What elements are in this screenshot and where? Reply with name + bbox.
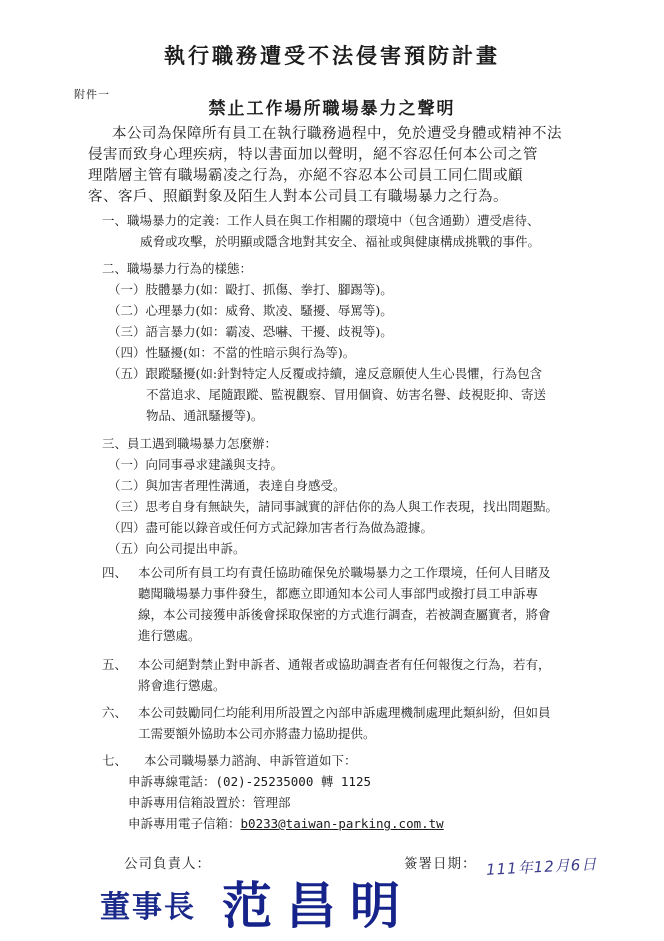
section2-item: （三）語言暴力(如：霸凌、恐嚇、干擾、歧視等)。 [108,324,393,339]
section2-heading: 二、職場暴力行為的樣態： [102,261,253,276]
section5-number: 五、 [102,657,128,672]
intro-line: 本公司為保障所有員工在執行職務過程中，免於遭受身體或精神不法 [112,126,562,142]
section1-line: 一、職場暴力的定義：工作人員在與工作相關的環境中（包含通勤）遭受虐待、 [102,213,540,228]
section6-number: 六、 [102,705,128,720]
section2-item-cont: 不當追求、尾隨跟蹤、監視觀察、冒用個資、妨害名譽、歧視貶抑、寄送 [146,387,547,402]
section7-heading: 本公司職場暴力諮詢、申訴管道如下： [144,753,357,768]
intro-paragraph [88,124,612,208]
section3-item: （二）與加害者理性溝通，表達自身感受。 [108,478,346,493]
date-label: 簽署日期： [404,856,477,872]
section7-number: 七、 [102,753,128,768]
owner-label: 公司負責人： [124,856,211,872]
section6-line: 本公司鼓勵同仁均能利用所設置之內部申訴處理機制處理此類糾紛，但如員 [138,705,551,720]
section2-item: （一）肢體暴力(如：毆打、抓傷、拳打、腳踢等)。 [108,282,393,297]
section2-item-cont: 物品、通訊騷擾等)。 [146,408,264,423]
section3-item: （五）向公司提出申訴。 [108,541,246,556]
complaint-email [128,814,444,832]
chairman-stamp-name: 范昌明 [222,876,414,935]
complaint-phone [128,772,371,790]
chairman-stamp-title: 董事長 [100,890,196,925]
complaint-mailbox: 申訴專用信箱設置於：管理部 [128,795,291,810]
document-title: 執行職務遭受不法侵害預防計畫 [164,43,500,68]
section4-line: 線，本公司接獲申訴後會採取保密的方式進行調查，若被調查屬實者，將會 [138,607,551,622]
complaint-email-address[interactable]: b0233@taiwan-parking.com.tw [240,816,444,831]
complaint-email-label: 申訴專用電子信箱： [128,816,241,831]
section3-heading: 三、員工遇到職場暴力怎麼辦： [102,436,278,451]
section3-item: （一）向同事尋求建議與支持。 [108,457,284,472]
section5-line: 將會進行懲處。 [138,678,226,693]
section4-line: 聽聞職場暴力事件發生，都應立即通知本公司人事部門或撥打員工申訴專 [138,586,539,601]
section3-item: （三）思考自身有無缺失，請同事誠實的評估你的為人與工作表現，找出問題點。 [108,499,559,514]
section2-item: （五）跟蹤騷擾(如:針對特定人反覆或持續，違反意願使人生心畏懼，行為包含 [108,366,543,381]
complaint-phone-label: 申訴專線電話： [128,774,216,789]
complaint-phone-number: (02)-25235000 轉 1125 [215,774,372,789]
section3-item: （四）盡可能以錄音或任何方式記錄加害者行為做為證據。 [108,520,434,535]
section4-line: 本公司所有員工均有責任協助確保免於職場暴力之工作環境，任何人目睹及 [138,565,551,580]
section6-line: 工需要額外協助本公司亦將盡力協助提供。 [138,726,376,741]
intro-line: 侵害而致身心理疾病，特以書面加以聲明，絕不容忍任何本公司之管 [88,147,538,163]
attachment-label: 附件一 [74,88,110,101]
section4-number: 四、 [102,565,128,580]
document-subtitle: 禁止工作場所職場暴力之聲明 [208,99,456,119]
handwritten-date: 111年12月6日 [485,855,598,879]
intro-line: 理階層主管有職場霸凌之行為，亦絕不容忍本公司員工同仁間或顧 [88,168,523,184]
intro-line: 客、客戶、照顧對象及陌生人對本公司員工有職場暴力之行為。 [88,189,508,205]
section4-line: 進行懲處。 [138,628,201,643]
section5-line: 本公司絕對禁止對申訴者、通報者或協助調查者有任何報復之行為，若有， [138,657,551,672]
section2-item: （四）性騷擾(如：不當的性暗示與行為等)。 [108,345,356,360]
section2-item: （二）心理暴力(如：威脅、欺凌、騷擾、辱罵等)。 [108,303,393,318]
section1-line: 威脅或攻擊，於明顯或隱含地對其安全、福祉或與健康構成挑戰的事件。 [140,234,541,249]
